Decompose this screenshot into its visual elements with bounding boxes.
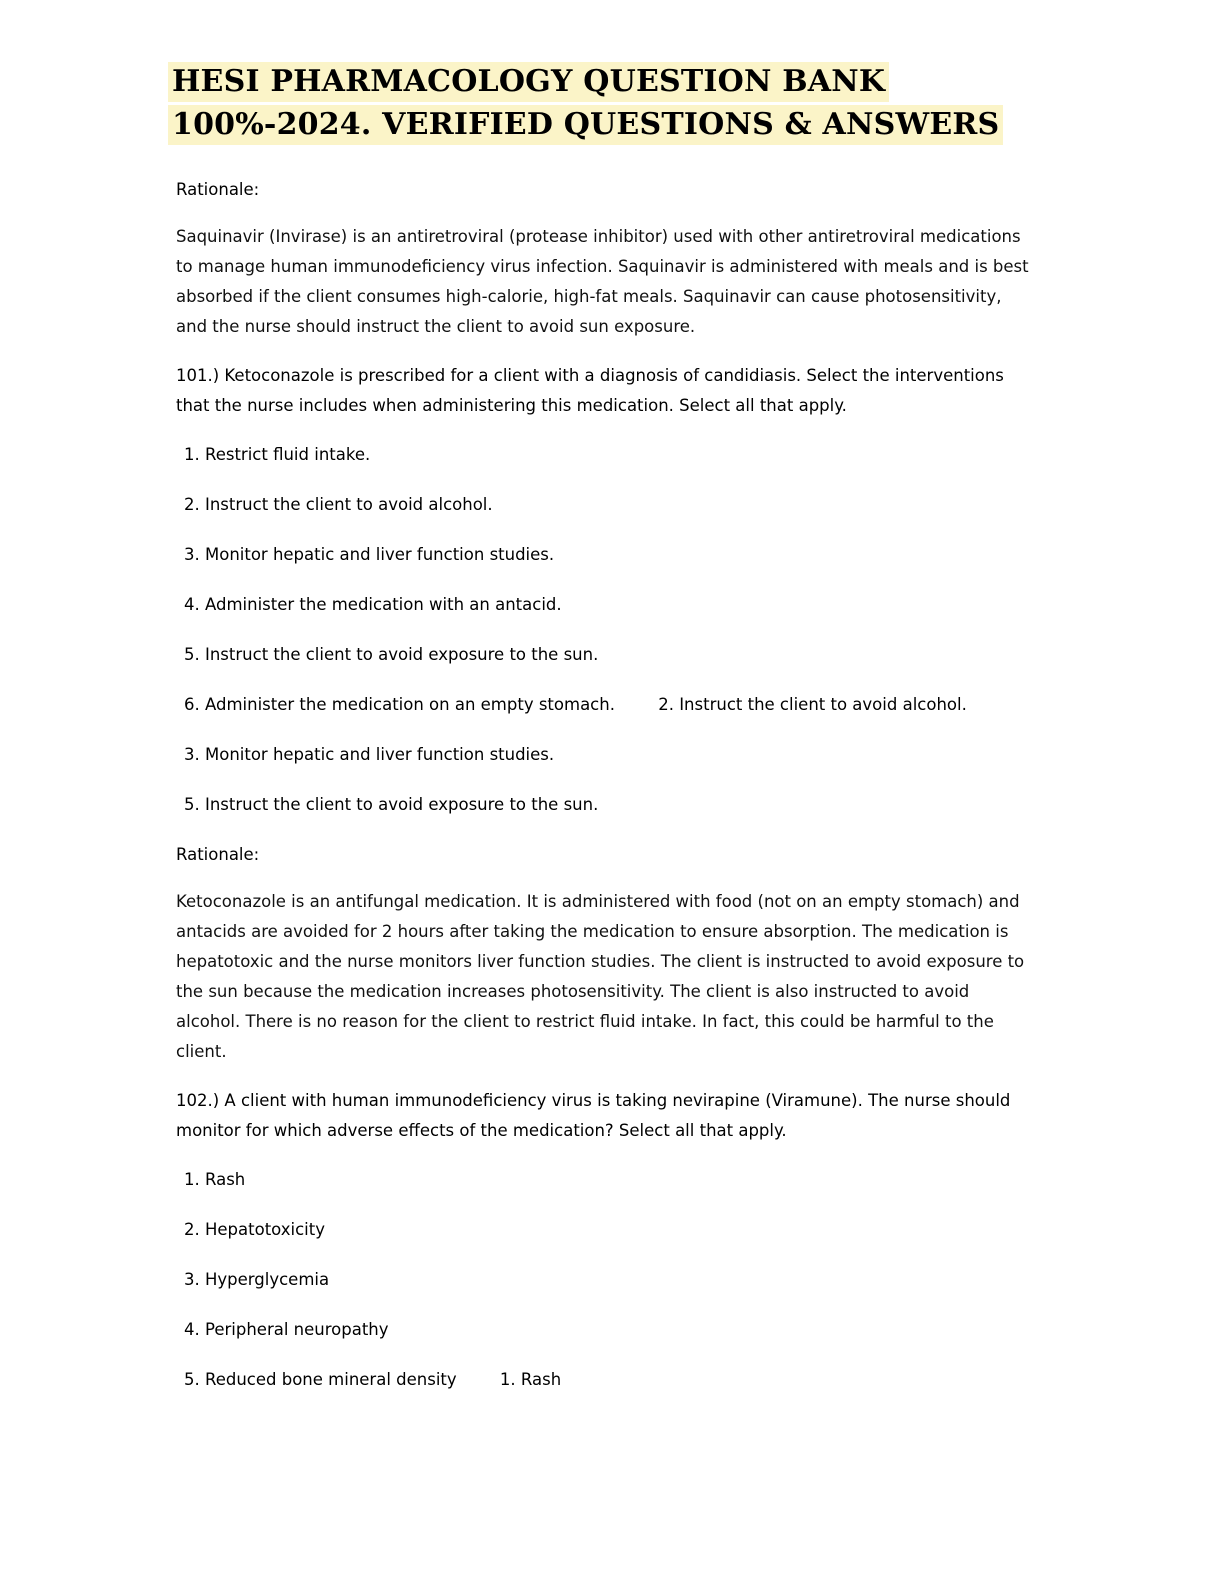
choice-102-5-text: 5. Reduced bone mineral density <box>184 1370 457 1389</box>
rationale-label-2: Rationale: <box>176 845 260 864</box>
rationale-paragraph-2: Ketoconazole is an antifungal medication. It is administered with food (not on an empty stomach) and antacids are avoided for 2 hours after taking the medication to ensure absorption. The medication is hepatotoxic and the nurse monitors liver function studies. The client is instructed to avoid exposure to the sun because the medication increases photosensitivity. The client is also instructed to avoid alcohol. There is no reason for the client to restrict fluid intake. In fact, this could be harmful to the client. <box>176 892 1025 1061</box>
choice-101-5: 5. Instruct the client to avoid exposure to the sun. <box>184 645 599 664</box>
document-title <box>168 62 1048 148</box>
choice-102-5-with-answer <box>176 1366 1032 1394</box>
choice-101-6-with-answer <box>176 691 1032 719</box>
choice-102-4: 4. Peripheral neuropathy <box>184 1320 389 1339</box>
title-line-2 <box>168 105 1048 145</box>
choice-102-1: 1. Rash <box>184 1170 246 1189</box>
choice-102-3: 3. Hyperglycemia <box>184 1270 330 1289</box>
answer-101-line-3: 5. Instruct the client to avoid exposure to the sun. <box>184 795 599 814</box>
choice-101-1: 1. Restrict fluid intake. <box>184 445 371 464</box>
title-line-1 <box>168 62 1048 102</box>
rationale-label-1: Rationale: <box>176 180 260 199</box>
choice-101-2: 2. Instruct the client to avoid alcohol. <box>184 495 493 514</box>
choice-102-2: 2. Hepatotoxicity <box>184 1220 325 1239</box>
choice-101-6-text: 6. Administer the medication on an empty stomach. <box>184 695 615 714</box>
choice-101-4: 4. Administer the medication with an antacid. <box>184 595 562 614</box>
title-line-1-text: HESI PHARMACOLOGY QUESTION BANK <box>168 62 889 102</box>
answer-101-line-1: 2. Instruct the client to avoid alcohol. <box>658 695 967 714</box>
title-line-2-text: 100%-2024. VERIFIED QUESTIONS & ANSWERS <box>168 105 1003 145</box>
answer-101-line-2: 3. Monitor hepatic and liver function studies. <box>184 745 555 764</box>
answer-102-line-1: 1. Rash <box>499 1370 562 1389</box>
question-101: 101.) Ketoconazole is prescribed for a client with a diagnosis of candidiasis. Select the interventions that the nurse includes when administering this medication. Select all that apply. <box>176 366 1004 415</box>
question-102: 102.) A client with human immunodeficiency virus is taking nevirapine (Viramune). The nurse should monitor for which adverse effects of the medication? Select all that apply. <box>176 1091 1011 1140</box>
rationale-paragraph-1: Saquinavir (Invirase) is an antiretroviral (protease inhibitor) used with other antiretroviral medications to manage human immunodeficiency virus infection. Saquinavir is administered with meals and is best absorbed if the client consumes high-calorie, high-fat meals. Saquinavir can cause photosensitivity, and the nurse should instruct the client to avoid sun exposure. <box>176 227 1029 336</box>
document-body <box>176 176 1032 1416</box>
choice-101-3: 3. Monitor hepatic and liver function studies. <box>184 545 555 564</box>
